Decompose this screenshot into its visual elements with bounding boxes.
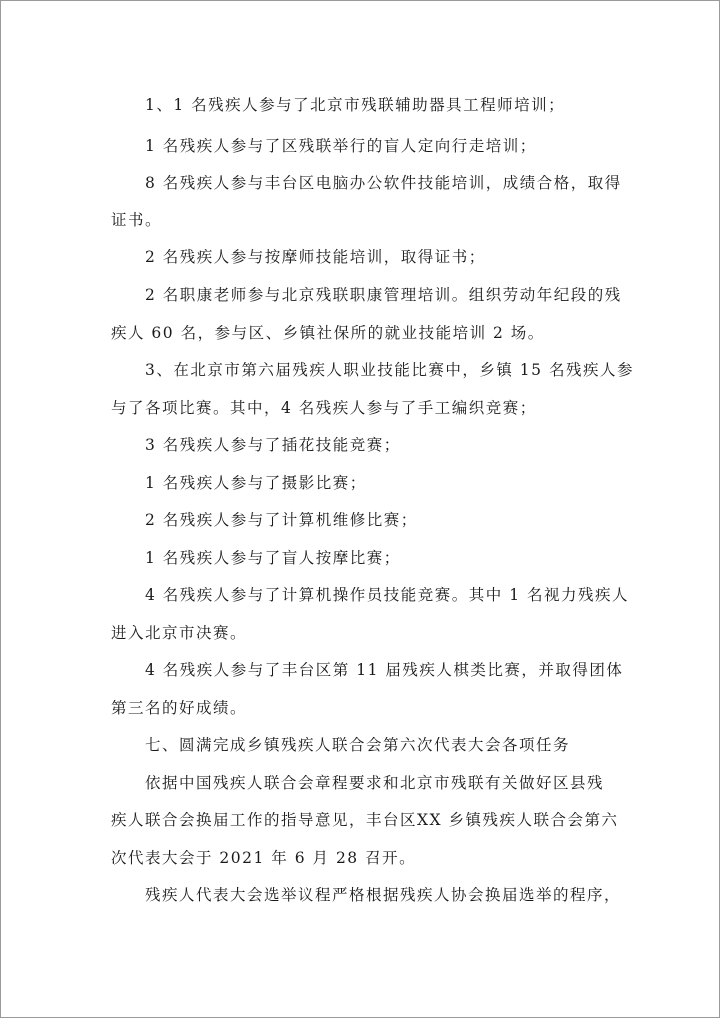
text-line-16: 4 名残疾人参与了丰台区第 11 届残疾人棋类比赛，并取得团体: [145, 661, 624, 679]
text-line-19: 依据中国残疾人联合会章程要求和北京市残联有关做好区县残: [145, 774, 605, 792]
text-line-4: 证书。: [111, 211, 163, 229]
text-line-17: 第三名的好成绩。: [111, 699, 248, 717]
text-line-22: 残疾人代表大会选举议程严格根据残疾人协会换届选举的程序，: [145, 886, 622, 904]
text-line-11: 1 名残疾人参与了摄影比赛；: [145, 474, 367, 492]
text-line-21: 次代表大会于 2021 年 6 月 28 召开。: [111, 849, 417, 867]
text-line-2: 1 名残疾人参与了区残联举行的盲人定向行走培训；: [145, 137, 537, 155]
text-line-10: 3 名残疾人参与了插花技能竞赛；: [145, 436, 401, 454]
text-line-15: 进入北京市决赛。: [111, 624, 248, 642]
text-line-12: 2 名残疾人参与了计算机维修比赛；: [145, 511, 418, 529]
text-line-1: 1、1 名残疾人参与了北京市残联辅助器具工程师培训；: [145, 96, 566, 114]
text-line-20: 疾人联合会换届工作的指导意见，丰台区XX 乡镇残疾人联合会第六: [111, 811, 619, 829]
text-line-5: 2 名残疾人参与按摩师技能培训，取得证书；: [145, 248, 486, 266]
text-line-13: 1 名残疾人参与了盲人按摩比赛；: [145, 549, 401, 567]
text-line-8: 3、在北京市第六届残疾人职业技能比赛中，乡镇 15 名残疾人参: [145, 361, 634, 379]
text-line-14: 4 名残疾人参与了计算机操作员技能竞赛。其中 1 名视力残疾人: [145, 586, 630, 604]
text-line-3: 8 名残疾人参与丰台区电脑办公软件技能培训，成绩合格，取得: [145, 174, 622, 192]
section-heading-7: 七、圆满完成乡镇残疾人联合会第六次代表大会各项任务: [145, 736, 571, 754]
text-line-7: 疾人 60 名，参与区、乡镇社保所的就业技能培训 2 场。: [111, 324, 545, 342]
text-line-9: 与了各项比赛。其中，4 名残疾人参与了手工编织竞赛；: [111, 399, 537, 417]
text-line-6: 2 名职康老师参与北京残联职康管理培训。组织劳动年纪段的残: [145, 286, 622, 304]
